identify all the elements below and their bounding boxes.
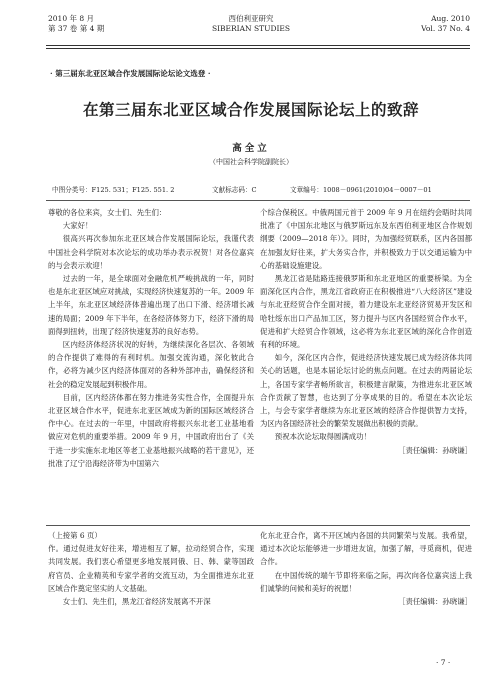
paragraph: 如今，深化区内合作，促进经济快速发展已成为经济体共同关心的话题，也是本届论坛讨论的焦点问题。在过去的两届论坛上，各国专家学者畅所欲言，积极建言献策，为推进东北亚区域合作贡献了智慧，也达到了分享成果的目的。希望在本次论坛上，与会专家学者继续为东北亚区域的经济合作提供智力支持，为区内各国经济社会的繁荣发展做出积极的贡献。 — [260, 353, 472, 429]
continued-column-left — [48, 529, 254, 608]
header-volume: 第 37 卷 第 4 期 — [48, 24, 105, 33]
continued-column-right — [260, 529, 472, 608]
paragraph: 化东北亚合作，离不开区域内各国的共同繁荣与发展。我希望，通过本次论坛能够进一步增进友谊，加强了解，寻觅商机，促进合作。 — [260, 531, 472, 567]
document-code: 文献标志码：C — [212, 186, 257, 194]
paragraph: 在中国传统的端午节即将来临之际，再次向各位嘉宾送上我们诚挚的问候和美好的祝愿！ — [260, 570, 472, 593]
page-number: · 7 · — [436, 658, 451, 667]
paragraph: 女士们、先生们，黑龙江省经济发展离不开深 — [62, 597, 211, 607]
meta-rule — [46, 200, 470, 201]
header-date-en: Aug. 2010 — [431, 14, 470, 23]
author-name: 高全立 — [232, 143, 270, 154]
header-right — [421, 14, 470, 34]
header-volume-en: Vol. 37 No. 4 — [421, 24, 470, 33]
body-column-left — [48, 206, 254, 470]
clc-number: 中图分类号：F125. 531；F125. 551. 2 — [52, 186, 175, 194]
author-affiliation: （中国社会科学院副院长） — [209, 158, 293, 166]
running-header — [0, 14, 502, 44]
header-rule-thin — [46, 48, 470, 49]
paragraph: （上接第 6 页） — [48, 531, 102, 540]
article-title: 在第三届东北亚区域合作发展国际论坛上的致辞 — [82, 100, 419, 119]
paragraph: 很高兴再次参加东北亚区域合作发展国际论坛，我谨代表中国社会科学院对本次论坛的成功举办表示祝贺！对各位嘉宾的与会表示欢迎！ — [48, 234, 254, 270]
paragraph: 区内经济体经济状况的好转，为继续深化各层次、各领域的合作提供了难得的有利时机。加强交流沟通，深化彼此合作，必将为减少区内经济体面对的各种外部冲击，确保经济和社会的稳定发展起到积极作用。 — [48, 340, 254, 389]
paragraph: 目前，区内经济体都在努力推进务实性合作，全面提升东北亚区域合作水平，促进东北亚区域成为新的国际区域经济合作中心。在过去的一年里，中国政府将振兴东北老工业基地看做应对危机的重要举措。2009 年 9 月，中国政府出台了《关于进一步实施东北地区等老工业基地振兴战略的若干意见》，还批准了辽宁沿海经济带为中国第六 — [48, 392, 254, 468]
paragraph: 黑龙江省是陆路连接俄罗斯和东北亚地区的重要桥梁。为全面深化区内合作，黑龙江省政府正在积极推进“八大经济区”建设与东北亚经贸合作全面对接，着力建设东北亚经济贸易开发区和哈牡绥东出口产品加工区，努力提升与区内各国经贸合作水平，促进和扩大经贸合作领域，这必将为东北亚区域的深化合作创造有利的环境。 — [260, 274, 472, 350]
continuation-rule — [46, 525, 470, 526]
paragraph: ［责任编辑：孙晓谦］ — [398, 597, 472, 607]
paragraph: ［责任编辑：孙晓谦］ — [398, 445, 472, 455]
body-column-right — [260, 206, 472, 457]
journal-name-cn: 西伯利亚研究 — [228, 14, 274, 23]
paragraph: 预祝本次论坛取得圆满成功！ — [274, 432, 371, 442]
header-rule-thick — [46, 45, 470, 46]
paragraph: 尊敬的各位来宾，女士们、先生们： — [48, 208, 167, 217]
paragraph: 过去的一年，是全球面对金融危机严峻挑战的一年，同时也是东北亚区域应对挑战，实现经济快速复苏的一年。2009 年上半年，东北亚区域经济体普遍出现了出口下滑、经济增长减速的局面；2009 年下半年，在各经济体努力下，经济下滑的局面得到扭转，出现了经济快速复苏的良好态势。 — [48, 274, 254, 336]
header-date: 2010 年 8 月 — [48, 14, 95, 23]
journal-name-en: SIBERIAN STUDIES — [211, 24, 291, 33]
column-tag: · 第三届东北亚区域合作发展国际论坛论文选登 · — [50, 69, 211, 78]
paragraph: 作。通过促进友好往来，增进相互了解，拉动经贸合作，实现共同发展。我们衷心希望更多地发展同俄、日、韩、蒙等国政府官员、企业精英和专家学者的交流互动，为全面推进东北亚区域合作奠定坚实的人文基础。 — [48, 544, 254, 593]
article-number: 文章编号：1008－0961(2010)04－0007－01 — [290, 186, 432, 194]
paragraph: 个综合保税区。中俄两国元首于 2009 年 9 月在纽约会晤时共同批准了《中国东北地区与俄罗斯远东及东西伯利亚地区合作规划纲要（2009—2018 年）》。同时，为加强经贸联系，区内各国都在加强友好往来，扩大务实合作，并积极致力于以交通运输为中心的基础设施建设。 — [260, 208, 472, 270]
paragraph: 大家好！ — [62, 221, 93, 231]
